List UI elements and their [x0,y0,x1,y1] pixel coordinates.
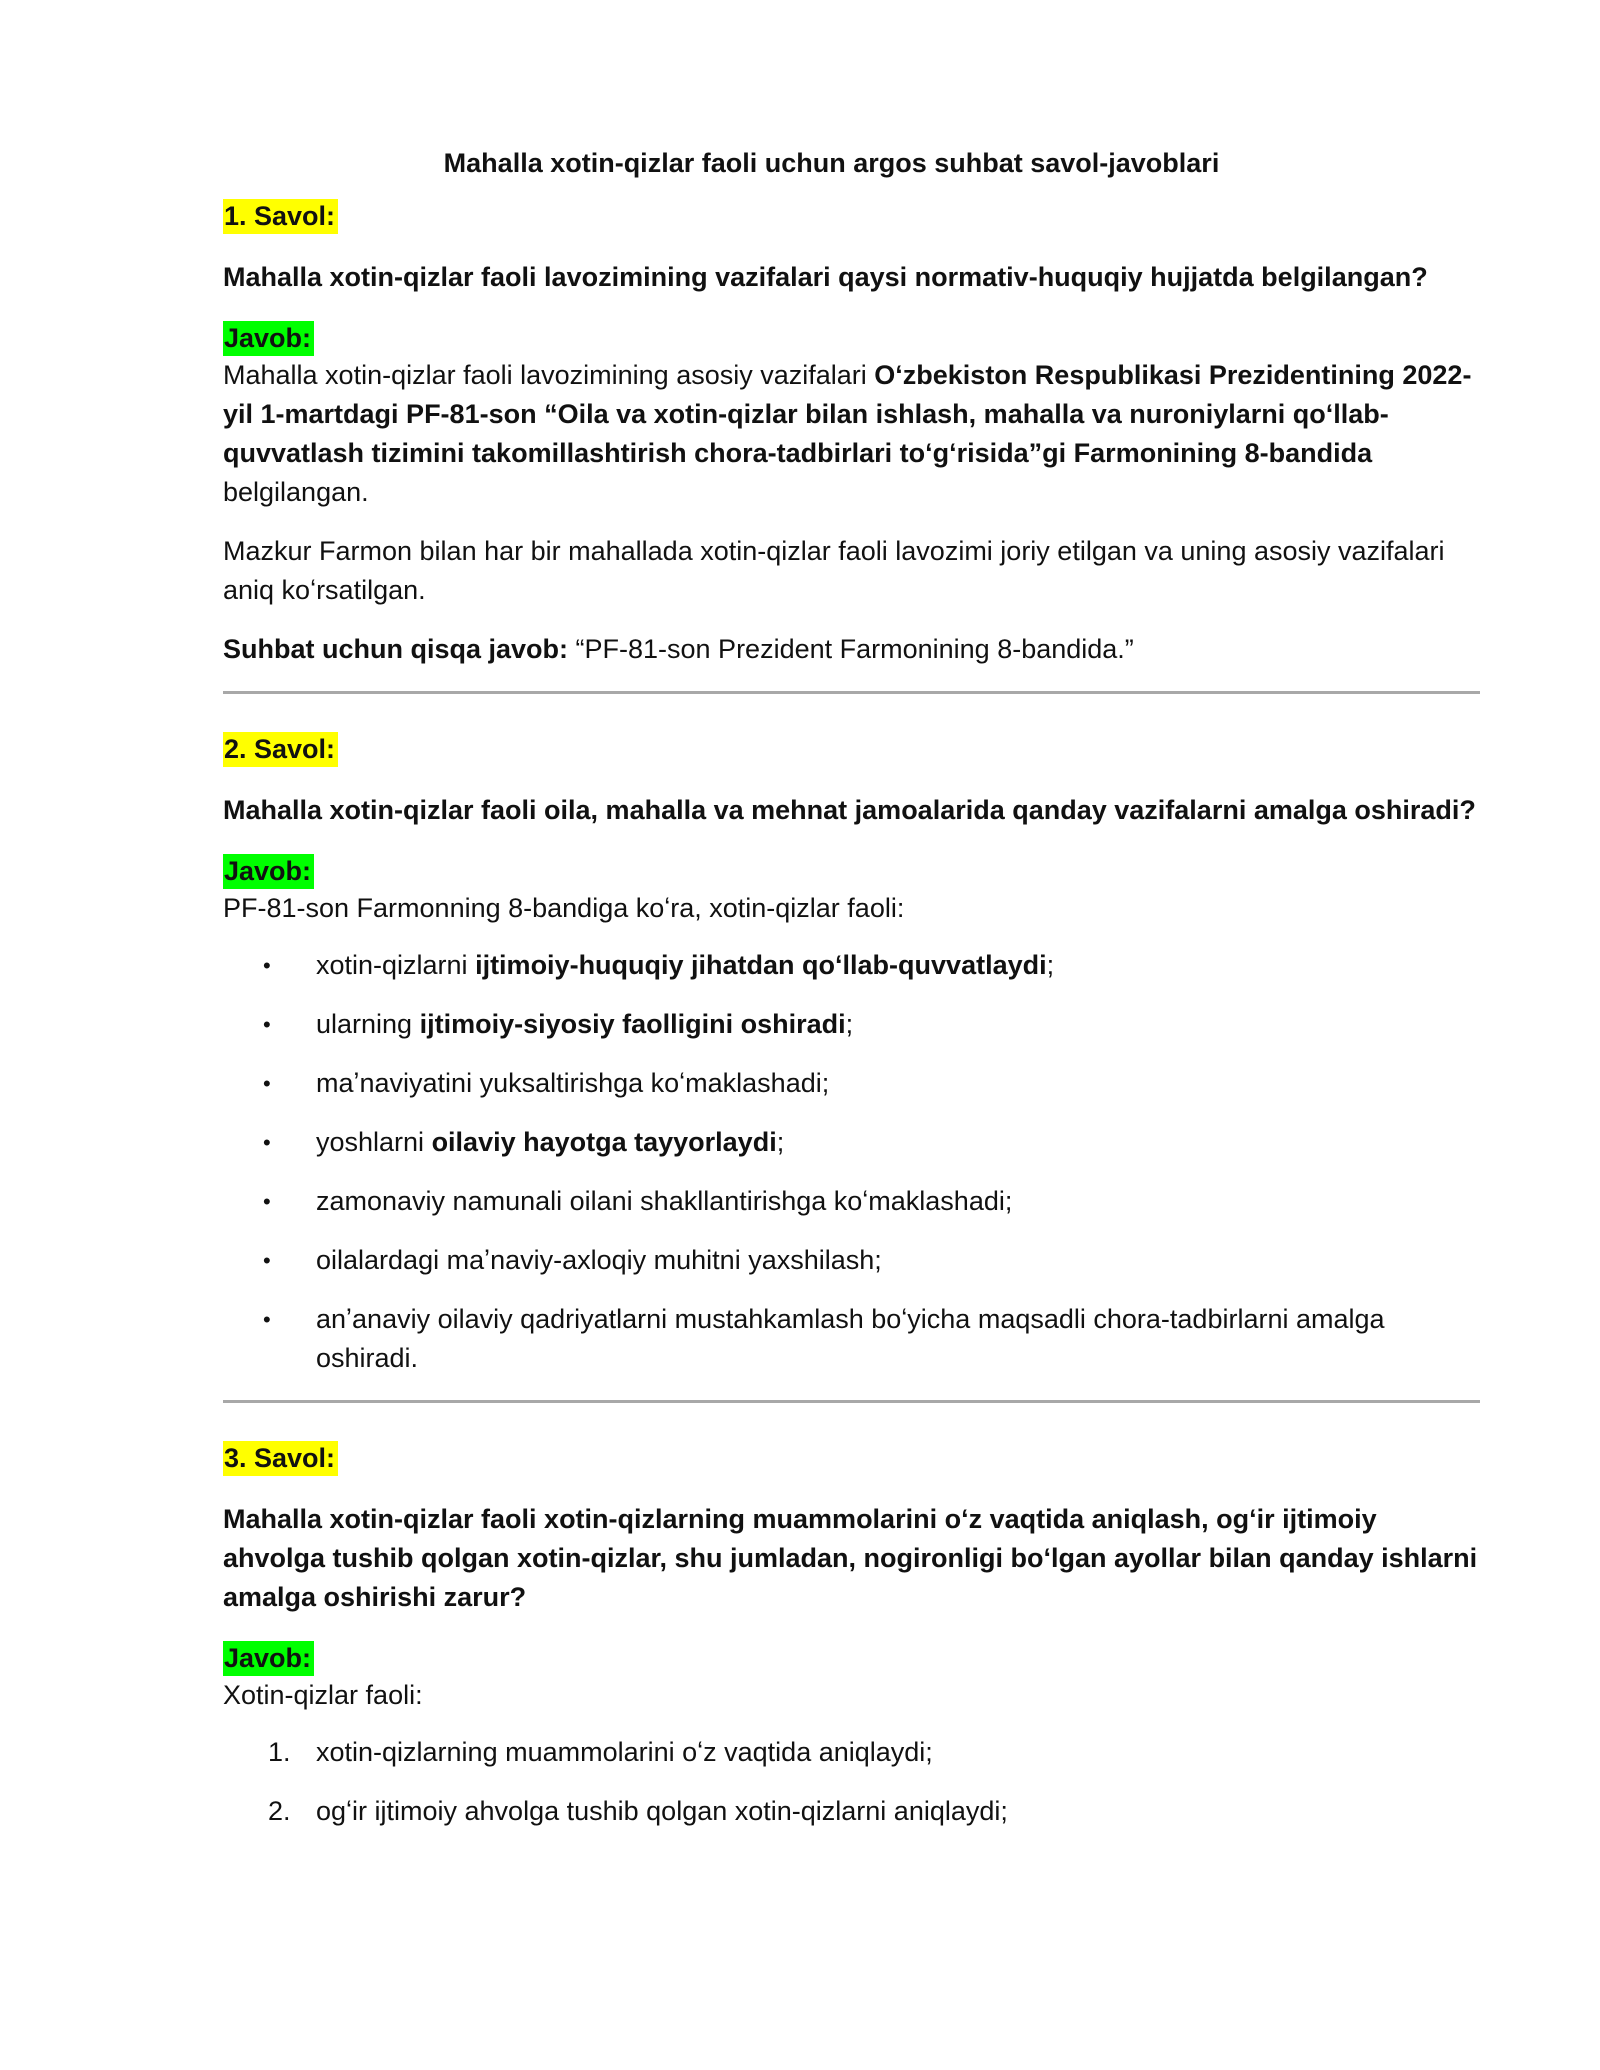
answer-text-bold: Oʻzbekiston Respublikasi Prezidentining 2022-yil 1-martdagi PF-81-son “Oila va xotin-qizlar bilan ishlash, mahalla va nuroniylarni qoʻllab-quvvatlash tizimini takomillashtirish chora-tadbirlari toʻgʻrisida”gi Farmonining 8-bandida [223,360,1472,468]
item-text: ogʻir ijtimoiy ahvolga tushib qolgan xotin-qizlarni aniqlaydi; [316,1796,1008,1826]
item-text: ; [1046,950,1055,980]
item-text: anʼanaviy oilaviy qadriyatlarni mustahkamlash boʻyicha maqsadli chora-tadbirlarni amalga oshiradi. [316,1304,1385,1373]
item-text: oilalardagi maʼnaviy-axloqiy muhitni yaxshilash; [316,1245,882,1275]
question-text: Mahalla xotin-qizlar faoli xotin-qizlarning muammolarini oʻz vaqtida aniqlash, ogʻir ijtimoiy ahvolga tushib qolgan xotin-qizlar, shu jumladan, nogironligi boʻlgan ayollar bilan qanday ishlarni amalga oshirishi zarur? [223,1504,1478,1612]
item-text: zamonaviy namunali oilani shakllantirishga koʻmaklashadi; [316,1186,1013,1216]
item-text-bold: ijtimoiy-huquqiy jihatdan qoʻllab-quvvatlaydi [475,950,1047,980]
question-text: Mahalla xotin-qizlar faoli lavozimining vazifalari qaysi normativ-huquqiy hujjatda belgilangan? [223,262,1428,292]
item-text: maʼnaviyatini yuksaltirishga koʻmaklashadi; [316,1068,830,1098]
bullet-marker: • [263,1307,271,1332]
item-text: ; [776,1127,785,1157]
item-text: xotin-qizlarning muammolarini oʻz vaqtida aniqlaydi; [316,1737,933,1767]
answer-block [223,854,1480,1378]
answer-paragraph: Mazkur Farmon bilan har bir mahallada xotin-qizlar faoli lavozimi joriy etilgan va uning asosiy vazifalari aniq koʻrsatilgan. [223,536,1445,605]
list-item [223,1064,1480,1103]
list-item [223,1792,1480,1831]
question-section-3 [223,1441,1480,1831]
bullet-marker: • [263,1071,271,1096]
question-label: 3. Savol: [223,1441,338,1476]
bullet-marker: • [263,1012,271,1037]
question-text: Mahalla xotin-qizlar faoli oila, mahalla va mehnat jamoalarida qanday vazifalarni amalga oshiradi? [223,795,1476,825]
bullet-marker: • [263,953,271,978]
list-item [223,1123,1480,1162]
bullet-marker: • [263,1130,271,1155]
answer-label: Javob: [223,854,314,889]
list-item [223,1733,1480,1772]
list-number: 1. [268,1737,291,1767]
short-answer-text: “PF-81-son Prezident Farmonining 8-bandida.” [568,634,1134,664]
item-text: yoshlarni [316,1127,432,1157]
section-divider [223,691,1480,694]
list-item [223,1300,1480,1378]
bullet-marker: • [263,1189,271,1214]
question-label: 1. Savol: [223,199,338,234]
item-text: xotin-qizlarni [316,950,476,980]
bullet-marker: • [263,1248,271,1273]
item-text: ; [845,1009,854,1039]
item-text-bold: ijtimoiy-siyosiy faolligini oshiradi [419,1009,846,1039]
short-answer [223,630,1480,669]
answer-intro: PF-81-son Farmonning 8-bandiga koʻra, xotin-qizlar faoli: [223,893,905,923]
answer-paragraph [223,356,1480,512]
answer-label: Javob: [223,321,314,356]
answer-intro: Xotin-qizlar faoli: [223,1680,423,1710]
question-section-2 [223,732,1480,1378]
list-item [223,1005,1480,1044]
list-item [223,1241,1480,1280]
short-answer-label: Suhbat uchun qisqa javob: [223,634,569,664]
document-title: Mahalla xotin-qizlar faoli uchun argos suhbat savol-javoblari [443,148,1220,178]
duties-list [223,946,1480,1378]
question-label: 2. Savol: [223,732,338,767]
item-text: ularning [316,1009,420,1039]
answer-text: Mahalla xotin-qizlar faoli lavozimining asosiy vazifalari [223,360,875,390]
answer-text: belgilangan. [223,477,369,507]
actions-list [223,1733,1480,1831]
question-section-1 [223,199,1480,669]
list-item [223,1182,1480,1221]
answer-block [223,321,1480,669]
answer-block [223,1641,1480,1831]
list-item [223,946,1480,985]
answer-label: Javob: [223,1641,314,1676]
section-divider [223,1400,1480,1403]
item-text-bold: oilaviy hayotga tayyorlaydi [431,1127,777,1157]
list-number: 2. [268,1796,291,1826]
